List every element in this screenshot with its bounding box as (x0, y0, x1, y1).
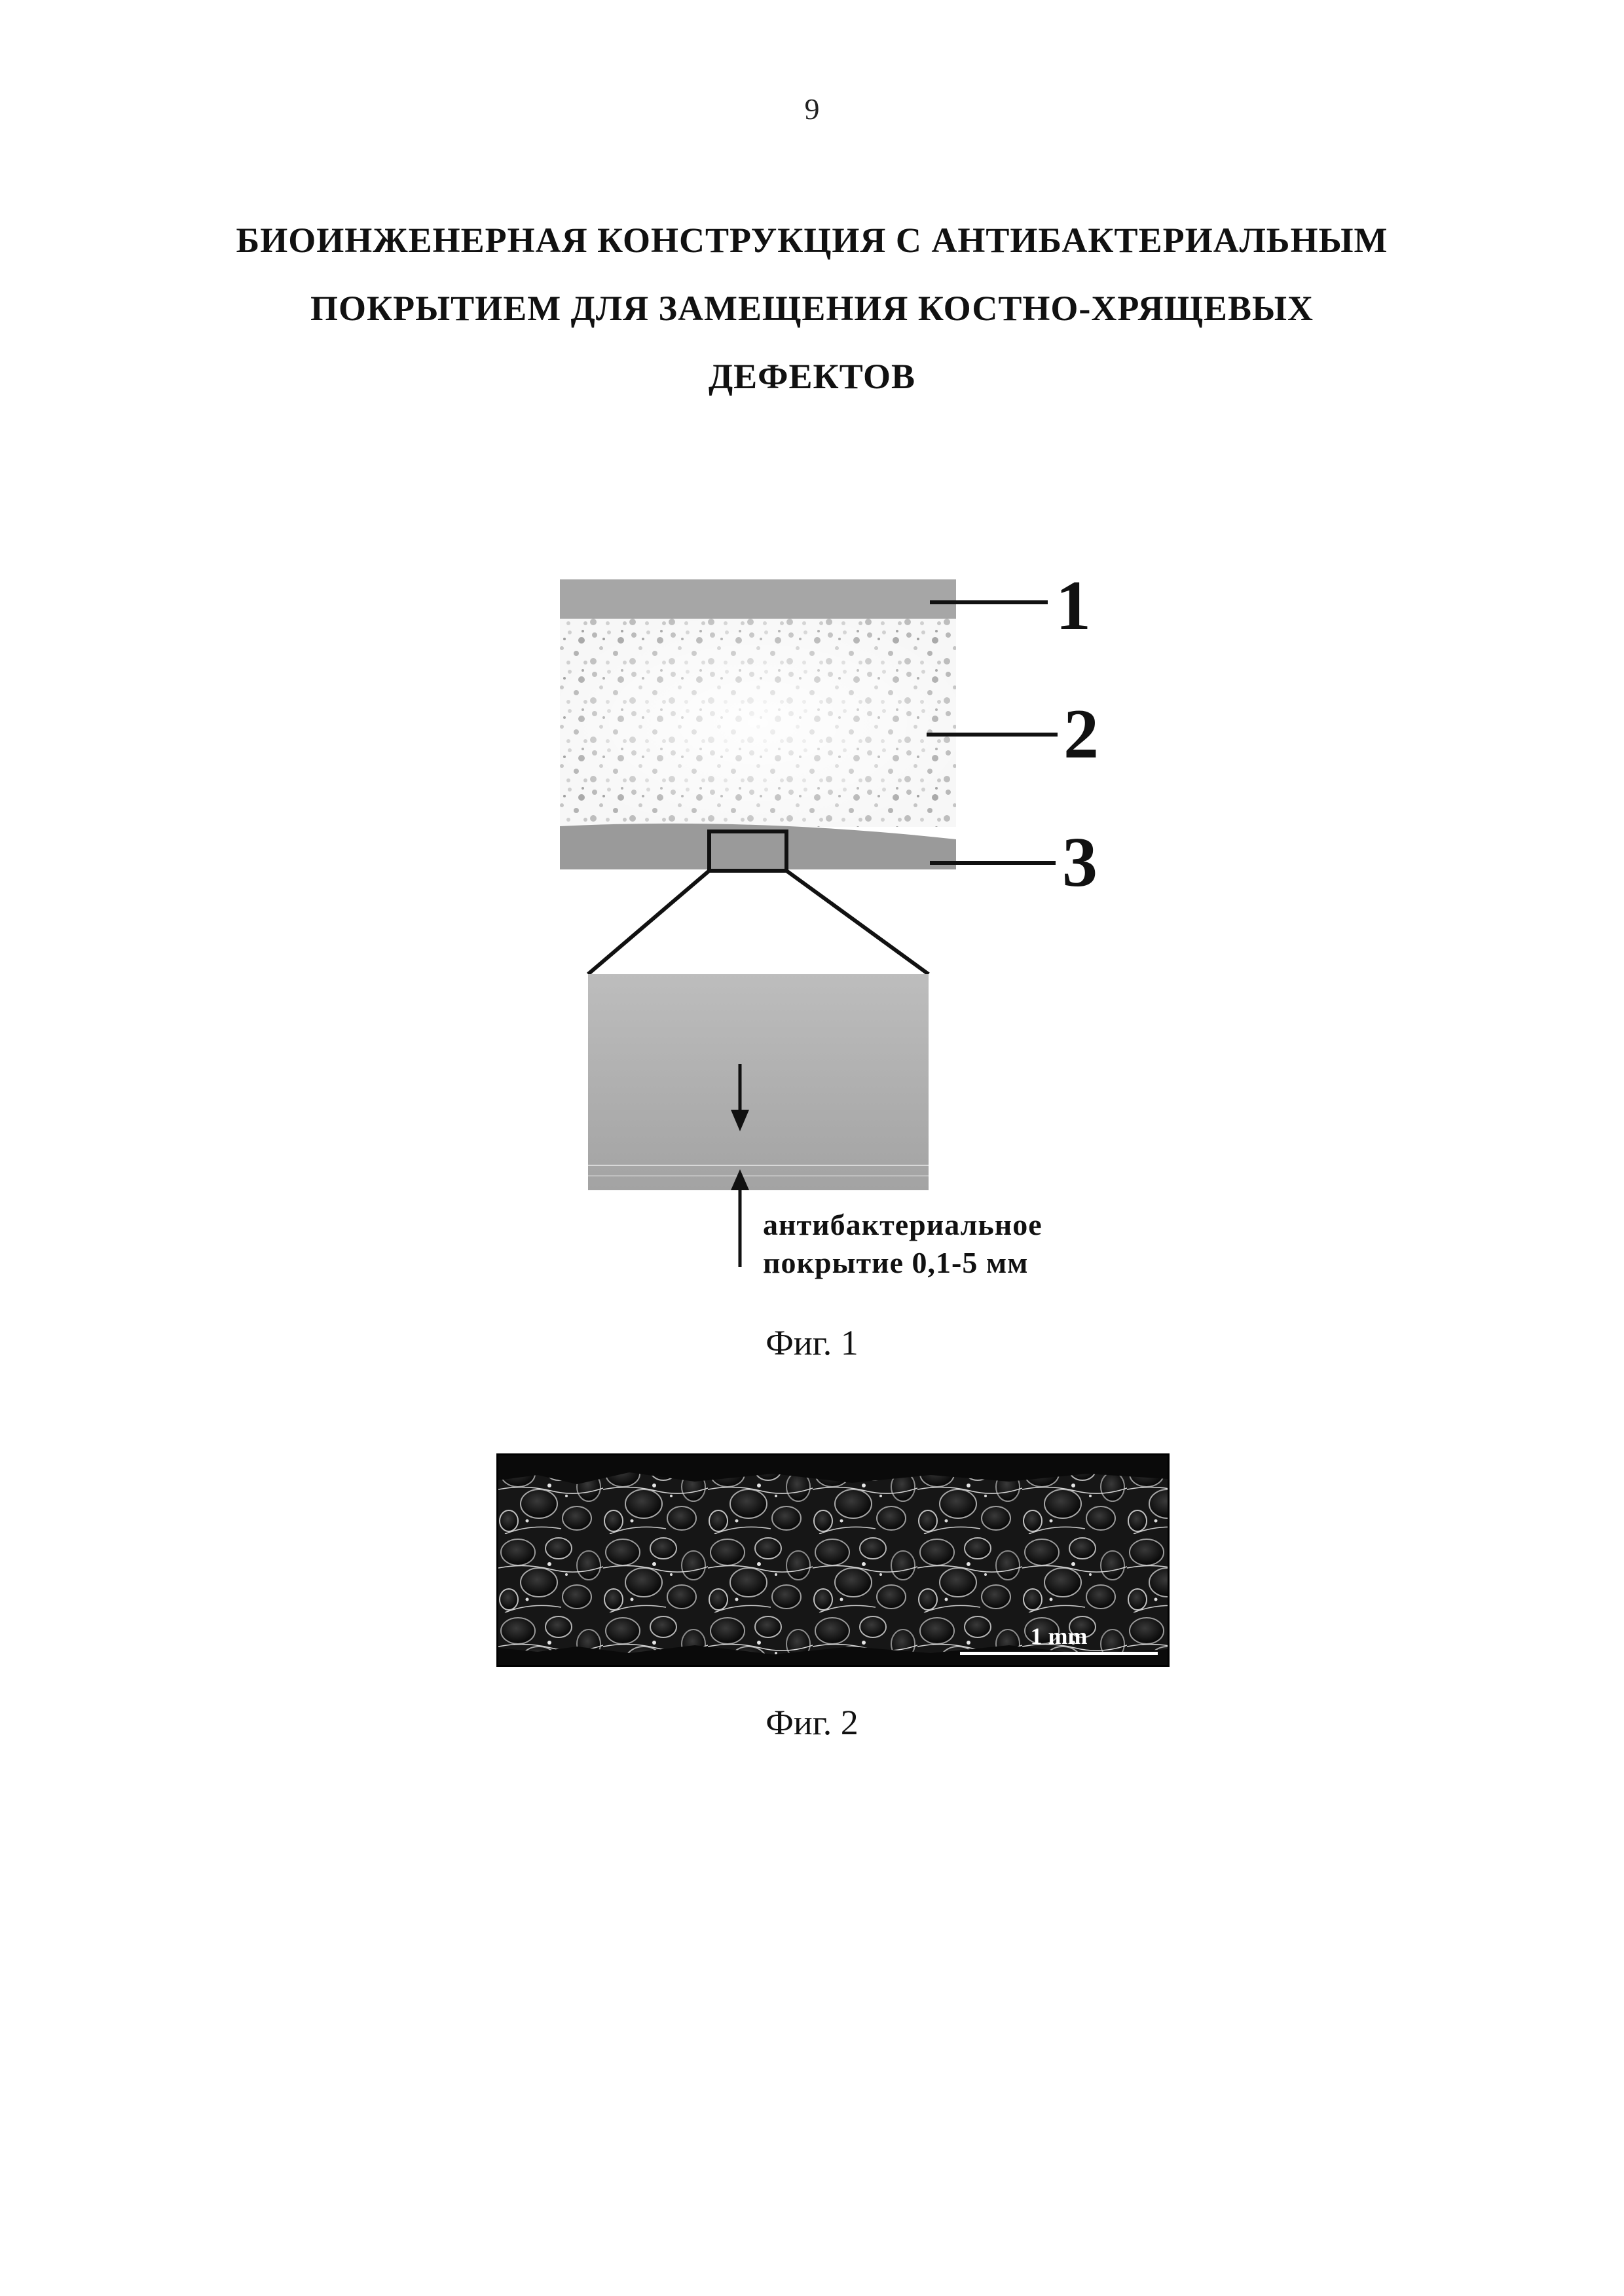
figure-1-caption: Фиг. 1 (766, 1323, 858, 1362)
callout-2: 2 (1063, 695, 1099, 773)
scale-bar-label: 1 mm (1030, 1623, 1088, 1649)
coating-label (763, 1206, 1043, 1282)
figure-2-caption: Фиг. 2 (766, 1703, 858, 1742)
title-line-3: ДЕФЕКТОВ (708, 357, 916, 396)
scale-bar (955, 1622, 1163, 1662)
zoomed-detail (588, 974, 929, 1190)
coating-label-line-2: покрытие 0,1-5 мм (763, 1246, 1029, 1279)
scale-bar-line (960, 1652, 1158, 1655)
coating-label-line-1: антибактериальное (763, 1208, 1043, 1241)
title-line-1: БИОИНЖЕНЕРНАЯ КОНСТРУКЦИЯ С АНТИБАКТЕРИАЛЬНЫМ (236, 221, 1388, 260)
callout-3: 3 (1062, 824, 1098, 902)
layer-1-band (560, 579, 956, 619)
title-line-2: ПОКРЫТИЕМ ДЛЯ ЗАМЕЩЕНИЯ КОСТНО-ХРЯЩЕВЫХ (310, 289, 1314, 328)
page-number: 9 (804, 92, 820, 126)
callout-1: 1 (1056, 567, 1091, 645)
